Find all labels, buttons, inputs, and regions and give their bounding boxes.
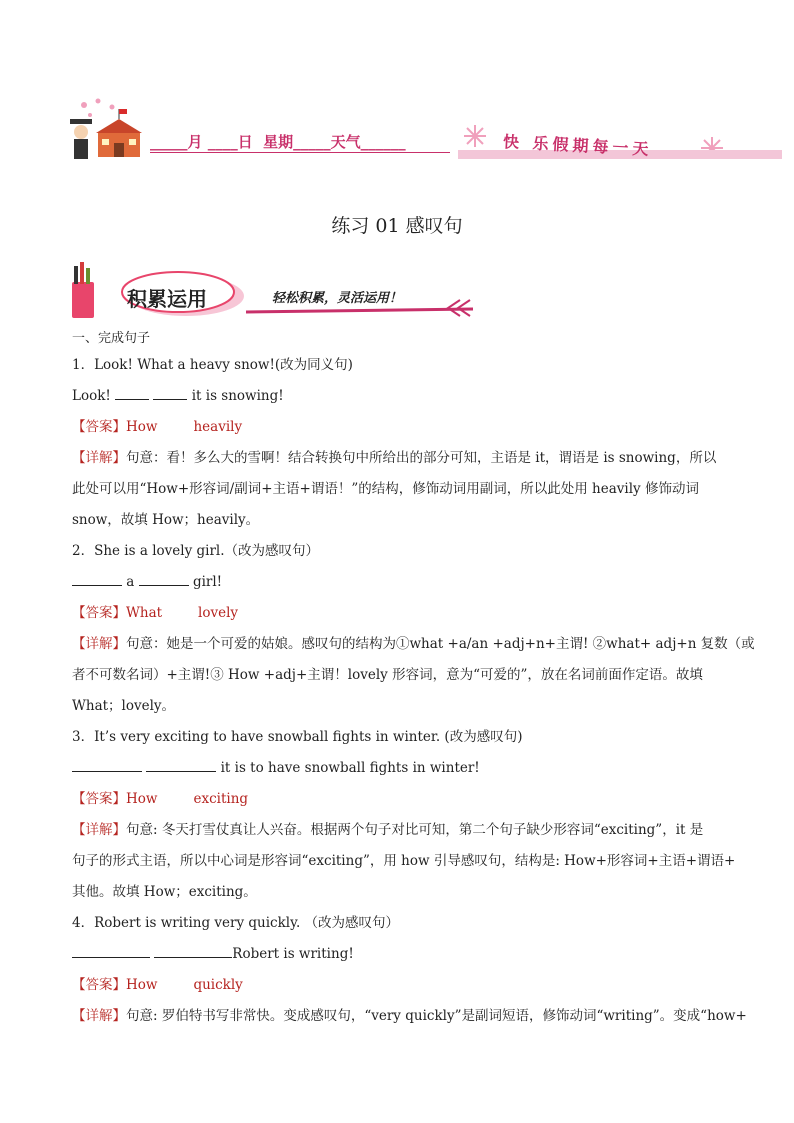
- fill-text: it is to have snowball fights in winter!: [220, 760, 480, 776]
- section-heading: 一、完成句子: [72, 331, 151, 346]
- pencil-cup-icon: [72, 262, 94, 318]
- detail-2-line3: What；lovely。: [72, 698, 176, 714]
- answer-tag: 【答案】: [72, 419, 126, 435]
- header-underline: [150, 152, 450, 153]
- detail-1-line2: 此处可以用“How+形容词/副词+主语+谓语！”的结构，修饰动词用副词，所以此处用 heavily 修饰动词: [72, 481, 699, 497]
- question-3-fill: [72, 753, 722, 784]
- banner-title: 积累运用: [127, 287, 207, 311]
- detail-2-line2: 者不可数名词）+主谓!③ How +adj+主谓！lovely 形容词，意为“可爱的”，放在名词前面作定语。故填: [72, 667, 703, 683]
- fill-text: it is snowing!: [191, 388, 284, 404]
- detail-3-line2: 句子的形式主语，所以中心词是形容词“exciting”，用 how 引导感叹句，结构是: How+形容词+主语+谓语+: [72, 853, 736, 869]
- question-4-fill: [72, 939, 722, 970]
- detail-3: 【详解】句意: 冬天打雪仗真让人兴奋。根据两个句子对比可知，第二个句子缺少形容词“exciting”，it 是: [72, 822, 704, 838]
- answer-value: How: [126, 419, 158, 435]
- question-3: 3．It’s very exciting to have snowball fights in winter. (改为感叹句): [72, 729, 523, 745]
- graduate-icon: [70, 119, 92, 159]
- blank-line: [72, 759, 142, 772]
- question-2: 2．She is a lovely girl.（改为感叹句）: [72, 543, 320, 559]
- answer-4: 【答案】How quickly: [72, 977, 243, 993]
- answer-2: 【答案】What lovely: [72, 605, 239, 621]
- exercise-content: [72, 328, 755, 1032]
- question-2-fill: [72, 567, 722, 598]
- answer-1: [72, 412, 722, 443]
- fill-text: Look!: [72, 388, 111, 404]
- page-title: 练习 01 感叹句: [331, 215, 463, 237]
- detail-1-line3: snow，故填 How；heavily。: [72, 512, 260, 528]
- blank-line: [72, 573, 122, 586]
- school-icon: [96, 109, 142, 157]
- header-slogan: 快 乐假期每一天: [502, 132, 653, 159]
- question-4: 4．Robert is writing very quickly. （改为感叹句）: [72, 915, 400, 931]
- blank-line: [154, 945, 232, 958]
- fill-text: Robert is writing!: [232, 946, 354, 962]
- question-1-fill: [72, 381, 722, 412]
- detail-3-line3: 其他。故填 How；exciting。: [72, 884, 257, 900]
- blank-line: [153, 387, 187, 400]
- snowflake-icon: [81, 99, 115, 118]
- detail-4: 【详解】句意: 罗伯特书写非常快。变成感叹句，“very quickly”是副词短语，修饰动词“writing”。变成“how+: [72, 1008, 747, 1024]
- blank-line: [139, 573, 189, 586]
- blank-line: [115, 387, 149, 400]
- fill-text: a: [126, 574, 135, 590]
- fill-text: girl!: [192, 574, 223, 590]
- blank-line: [72, 945, 150, 958]
- detail-2: 【详解】句意：她是一个可爱的姑娘。感叹句的结构为①what +a/an +adj+n+主谓! ②what+ adj+n 复数（或: [72, 636, 755, 652]
- question-1: 1．Look! What a heavy snow!(改为同义句): [72, 357, 353, 373]
- blank-line: [146, 759, 216, 772]
- date-weather-fields: _____月 ____日 星期_____天气______: [150, 133, 406, 151]
- banner-subtitle: 轻松积累，灵活运用！: [272, 291, 403, 306]
- answer-3: 【答案】How exciting: [72, 791, 249, 807]
- detail-1: 【详解】句意：看！多么大的雪啊！结合转换句中所给出的部分可知，主语是 it，谓语是 is snowing，所以: [72, 450, 717, 466]
- answer-value: heavily: [193, 419, 243, 435]
